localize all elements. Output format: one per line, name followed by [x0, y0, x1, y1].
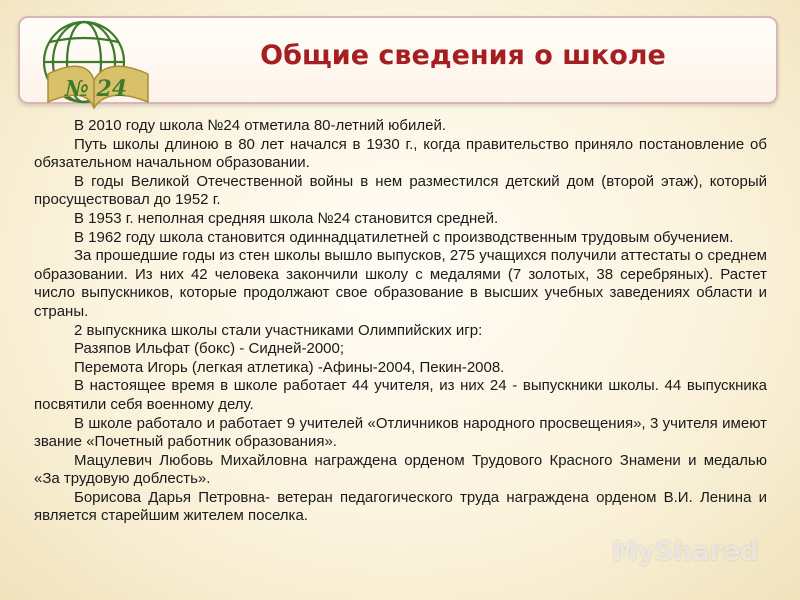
- paragraph: В 1953 г. неполная средняя школа №24 становится средней.: [74, 209, 499, 227]
- watermark: MyShared: [612, 537, 759, 567]
- page-title: Общие сведения о школе: [260, 40, 666, 71]
- paragraph: Мацулевич Любовь Михайловна награждена орденом Трудового Красного Знамени и медалью «За трудовую доблесть».: [34, 451, 767, 488]
- logo-number: № 24: [64, 76, 128, 102]
- paragraph: В настоящее время в школе работает 44 учителя, из них 24 - выпускники школы. 44 выпускника посвятили себя военному делу.: [34, 377, 767, 413]
- header-panel: [18, 16, 778, 104]
- body-text: [34, 117, 767, 526]
- paragraph: Путь школы длиною в 80 лет начался в 1930 г., когда правительство приняло постановление об обязательном начальном образовании.: [34, 135, 767, 172]
- paragraph: Перемота Игорь (легкая атлетика) -Афины-2004, Пекин-2008.: [74, 358, 505, 376]
- paragraph: В 1962 году школа становится одиннадцатилетней с производственным трудовым обучением.: [74, 228, 734, 246]
- paragraph: 2 выпускника школы стали участниками Олимпийских игр:: [74, 321, 483, 339]
- paragraph: В годы Великой Отечественной войны в нем разместился детский дом (второй этаж), который просуществовал до 1952 г.: [34, 172, 767, 209]
- paragraph: Борисова Дарья Петровна- ветеран педагогического труда награждена орденом В.И. Ленина и является старейшим жителем поселка.: [34, 488, 767, 525]
- paragraph: Разяпов Ильфат (бокс) - Сидней-2000;: [74, 340, 345, 358]
- paragraph: За прошедшие годы из стен школы вышло выпусков, 275 учащихся получили аттестаты о среднем образовании. Из них 42 человека закончили школу с медалями (7 золотых, 38 серебряных). Растет число выпускников, которые продолжают свое образование в высших учебных заведениях области и страны.: [34, 247, 767, 320]
- school-logo: [26, 16, 162, 114]
- paragraph: В школе работало и работает 9 учителей «Отличников народного просвещения», 3 учителя имеют звание «Почетный работник образования».: [34, 414, 767, 451]
- paragraph: В 2010 году школа №24 отметила 80-летний юбилей.: [74, 117, 447, 134]
